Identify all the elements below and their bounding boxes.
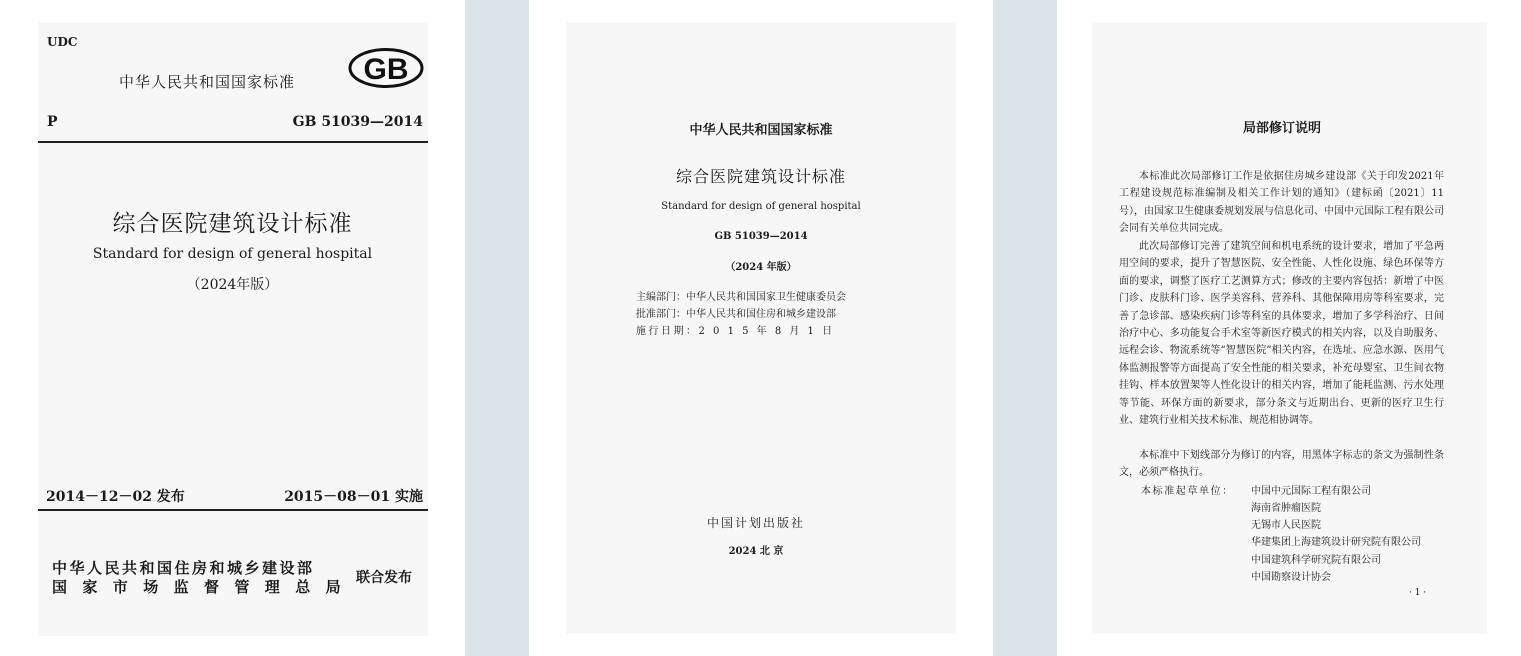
- drafting-unit: 中国勘察设计协会: [1251, 572, 1331, 583]
- heading: 局部修订说明: [1242, 121, 1321, 136]
- drafting-unit: 无锡市人民医院: [1251, 520, 1321, 531]
- udc-label: UDC: [47, 35, 78, 49]
- gb-logo: [348, 48, 424, 88]
- drafting-unit: 华建集团上海建筑设计研究院有限公司: [1251, 537, 1421, 548]
- edition: （2024年版）: [186, 277, 279, 293]
- standard-code: GB 51039—2014: [292, 114, 423, 130]
- drafting-unit: 海南省肿瘤医院: [1251, 503, 1321, 514]
- bottom-divider: [38, 509, 428, 511]
- paragraph-1: 本标准此次局部修订工作是依据住房城乡建设部《关于印发2021年工程建设规范标准编制及相关工作计划的通知》（建标函〔2021〕11号），由国家卫生健康委规划发展与信息化司、中国中元国际工程有限公司会同有关单位共同完成。: [1119, 171, 1444, 235]
- joint-release: 联合发布: [356, 570, 412, 586]
- drafting-units-label: 本标准起草单位：: [1141, 486, 1234, 497]
- page-number: · 1 ·: [1409, 588, 1427, 598]
- title-en: Standard for design of general hospital: [661, 201, 861, 212]
- national-standard-header: 中华人民共和国国家标准: [119, 73, 296, 91]
- effective-date: 施行日期：2 0 1 5 年 8 月 1 日: [636, 326, 835, 337]
- top-divider: [38, 141, 428, 143]
- edition: （2024 年版）: [725, 262, 797, 273]
- category-code: P: [47, 114, 58, 130]
- chief-department: 主编部门：中华人民共和国国家卫生健康委员会: [636, 292, 846, 303]
- gb-logo-text: GB: [363, 53, 409, 86]
- title-en: Standard for design of general hospital: [92, 246, 373, 262]
- cover-page: [0, 0, 465, 656]
- standard-code: GB 51039—2014: [714, 231, 808, 242]
- header: 中华人民共和国国家标准: [689, 123, 833, 138]
- paragraph-2: 此次局部修订完善了建筑空间和机电系统的设计要求，增加了平急两用空间的要求，提升了智慧医院、安全性能、人性化设施、绿色环保等方面的要求，调整了医疗工艺测算方式；修改的主要内容包括：新增了中医门诊、皮肤科门诊、医学美容科、营养科、其他保障用房等科室要求，完善了急诊部、感染疾病门诊等科室的具体要求，增加了多学科治疗、日间治疗中心、多功能复合手术室等新医疗模式的相关内容，以及自助服务、远程会诊、物流系统等“智慧医院”相关内容，在选址、应急水源、医用气体监测报警等方面提高了安全性能的相关要求，补充母婴室、卫生间衣物挂钩、样本放置架等人性化设计的相关内容，增加了能耗监测、污水处理等节能、环保方面的新要求，部分条文与近期出台、更新的医疗卫生行业、建筑行业相关技术标准、规范相协调等。: [1119, 241, 1444, 427]
- paragraph-3: 本标准中下划线部分为修订的内容，用黑体字标志的条文为强制性条文，必须严格执行。: [1119, 450, 1444, 479]
- title-cn: 综合医院建筑设计标准: [112, 211, 353, 237]
- drafting-unit: 中国中元国际工程有限公司: [1251, 486, 1371, 497]
- publish-place-year: 2024 北 京: [728, 546, 784, 557]
- approval-department: 批准部门：中华人民共和国住房和城乡建设部: [636, 309, 836, 320]
- publisher: 中国计划出版社: [706, 516, 805, 530]
- issue-date: 2014－12－02 发布: [46, 489, 185, 505]
- drafting-unit: 中国建筑科学研究院有限公司: [1251, 555, 1381, 566]
- issuer-samr: 国家市场监督管理总局: [52, 578, 357, 596]
- issuer-mohurd: 中华人民共和国住房和城乡建设部: [52, 559, 315, 577]
- revision-notes-page: [1057, 0, 1521, 656]
- title-cn: 综合医院建筑设计标准: [675, 167, 846, 186]
- effective-date: 2015－08－01 实施: [284, 489, 423, 505]
- title-page: [529, 0, 993, 656]
